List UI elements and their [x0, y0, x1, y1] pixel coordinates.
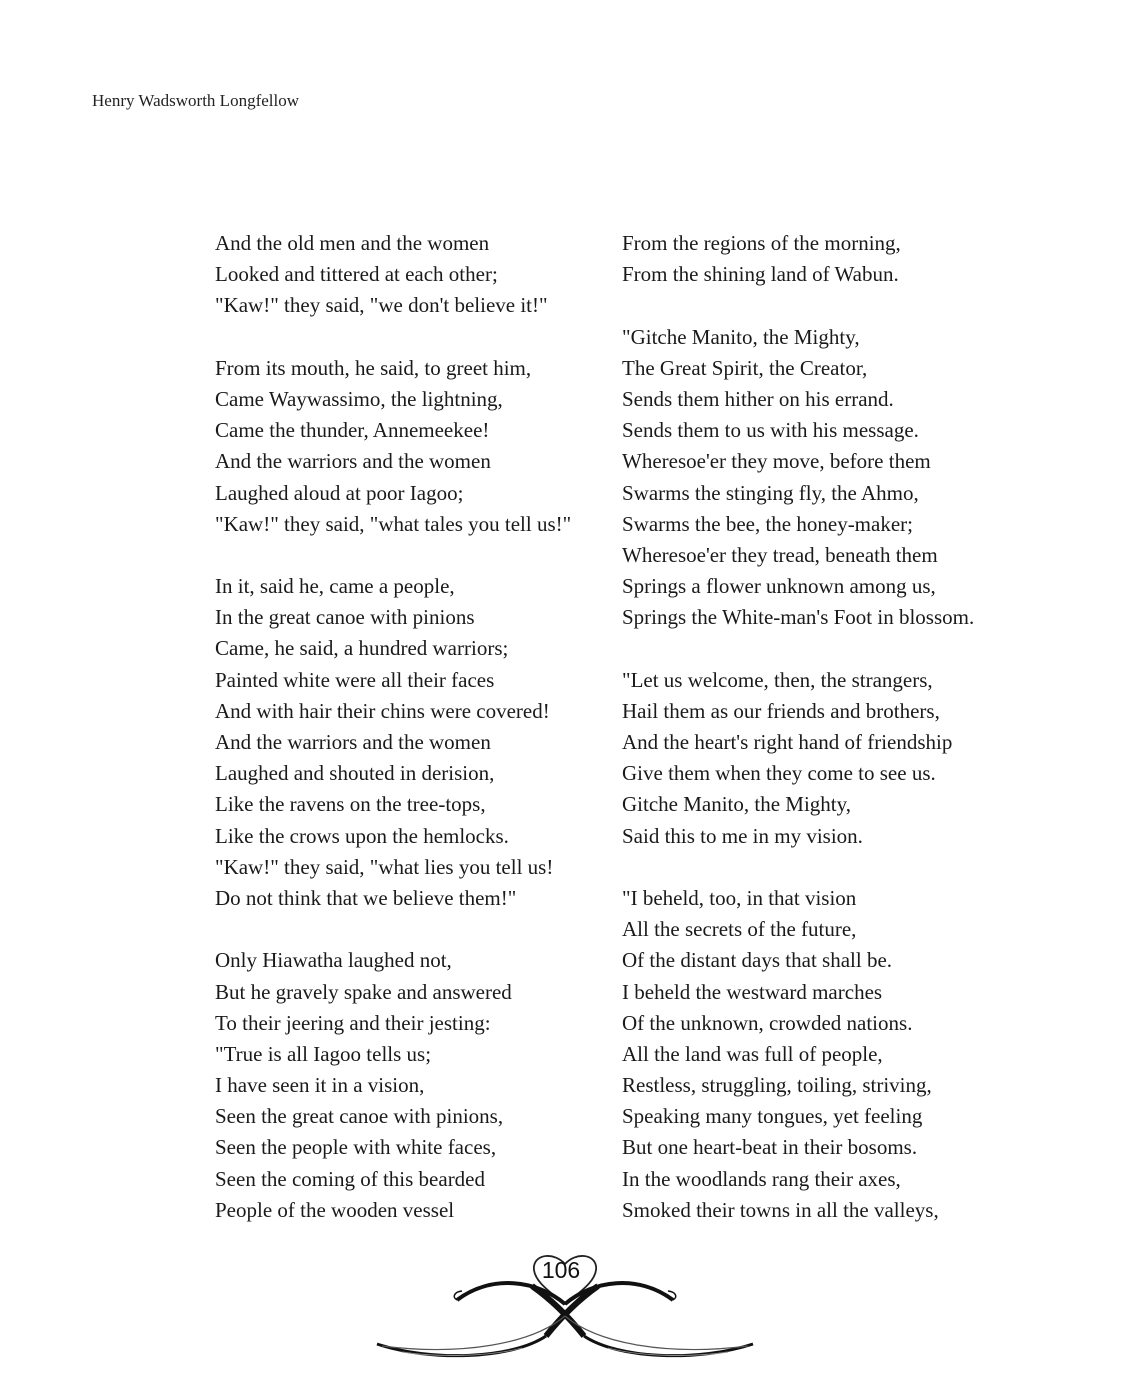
poem-column-left: [215, 228, 615, 1257]
poem-line: Smoked their towns in all the valleys,: [622, 1197, 939, 1222]
poem-line: Seen the great canoe with pinions,: [215, 1104, 504, 1129]
poem-line: Sends them hither on his errand.: [622, 386, 894, 411]
poem-line: I beheld the westward marches: [622, 979, 883, 1004]
stanza: [215, 353, 615, 540]
poem-line: All the secrets of the future,: [622, 917, 857, 942]
poem-line: But he gravely spake and answered: [215, 979, 512, 1004]
poem-line: And the old men and the women: [215, 231, 490, 255]
poem-line: Springs the White-man's Foot in blossom.: [622, 605, 975, 630]
poem-line: And the warriors and the women: [215, 730, 491, 754]
poem-line: From its mouth, he said, to greet him,: [215, 355, 532, 380]
poem-line: Gitche Manito, the Mighty,: [622, 792, 852, 817]
poem-line: Sends them to us with his message.: [622, 418, 919, 443]
poem-line: Like the crows upon the hemlocks.: [215, 823, 509, 848]
poem-line: People of the wooden vessel: [215, 1197, 455, 1222]
stanza: [215, 945, 615, 1226]
poem-line: Of the distant days that shall be.: [622, 948, 893, 973]
poem-line: Only Hiawatha laughed not,: [215, 948, 452, 973]
stanza: [622, 883, 1042, 1226]
poem-line: Came the thunder, Annemeekee!: [215, 418, 490, 443]
poem-line: "Kaw!" they said, "we don't believe it!": [215, 293, 548, 318]
poem-line: From the regions of the morning,: [622, 231, 901, 255]
stanza: [622, 228, 1042, 290]
poem-line: Seen the coming of this bearded: [215, 1166, 486, 1191]
poem-line: Said this to me in my vision.: [622, 823, 863, 848]
stanza: [622, 322, 1042, 634]
poem-line: All the land was full of people,: [622, 1041, 883, 1066]
poem-line: And the heart's right hand of friendship: [622, 730, 953, 754]
poem-line: Give them when they come to see us.: [622, 761, 936, 786]
poem-line: "Kaw!" they said, "what lies you tell us!: [215, 854, 554, 879]
poem-line: In the woodlands rang their axes,: [622, 1166, 901, 1191]
poem-line: Wheresoe'er they move, before them: [622, 449, 931, 474]
poem-line: "True is all Iagoo tells us;: [215, 1041, 432, 1066]
poem-line: Laughed and shouted in derision,: [215, 761, 495, 786]
poem-line: "Gitche Manito, the Mighty,: [622, 324, 860, 349]
running-head: Henry Wadsworth Longfellow: [92, 91, 299, 110]
poem-line: Swarms the stinging fly, the Ahmo,: [622, 480, 919, 505]
poem-line: Of the unknown, crowded nations.: [622, 1010, 913, 1035]
poem-line: The Great Spirit, the Creator,: [622, 355, 868, 380]
stanza: [622, 665, 1042, 852]
poem-line: "Let us welcome, then, the strangers,: [622, 667, 933, 692]
stanza: [215, 571, 615, 914]
poem-line: Laughed aloud at poor Iagoo;: [215, 480, 464, 505]
poem-line: "Kaw!" they said, "what tales you tell us!": [215, 511, 572, 536]
poem-line: Do not think that we believe them!": [215, 885, 517, 910]
poem-line: To their jeering and their jesting:: [215, 1010, 491, 1035]
poem-line: "I beheld, too, in that vision: [622, 885, 857, 910]
poem-line: But one heart-beat in their bosoms.: [622, 1135, 918, 1160]
stanza: [215, 228, 615, 322]
poem-line: Restless, struggling, toiling, striving,: [622, 1073, 932, 1098]
poem-line: Springs a flower unknown among us,: [622, 574, 936, 599]
poem-line: I have seen it in a vision,: [215, 1073, 425, 1098]
poem-line: Came Waywassimo, the lightning,: [215, 386, 503, 411]
poem-line: Painted white were all their faces: [215, 667, 495, 692]
page-number: 106: [541, 1257, 581, 1283]
poem-line: In the great canoe with pinions: [215, 605, 475, 630]
poem-line: Seen the people with white faces,: [215, 1135, 497, 1160]
poem-line: And the warriors and the women: [215, 449, 491, 474]
poem-line: Wheresoe'er they tread, beneath them: [622, 542, 938, 567]
poem-line: Like the ravens on the tree-tops,: [215, 792, 486, 817]
poem-line: In it, said he, came a people,: [215, 574, 455, 599]
poem-column-right: [622, 228, 1042, 1257]
poem-line: And with hair their chins were covered!: [215, 698, 550, 723]
poem-line: Speaking many tongues, yet feeling: [622, 1104, 923, 1129]
poem-line: Came, he said, a hundred warriors;: [215, 636, 509, 661]
poem-line: Swarms the bee, the honey-maker;: [622, 511, 913, 536]
poem-line: Looked and tittered at each other;: [215, 262, 498, 287]
poem-line: Hail them as our friends and brothers,: [622, 698, 940, 723]
poem-line: From the shining land of Wabun.: [622, 262, 899, 287]
